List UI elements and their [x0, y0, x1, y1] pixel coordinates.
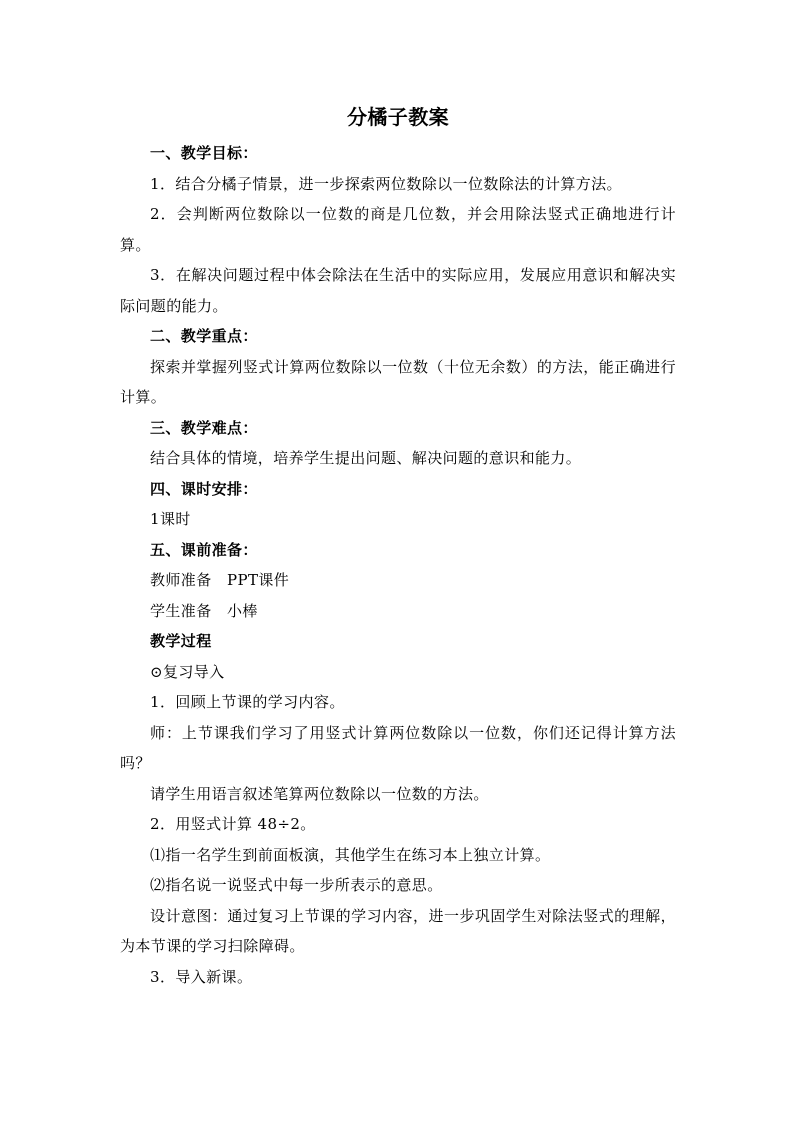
goals-heading: 一、教学目标： [150, 144, 258, 162]
goal-item-1: 1．结合分橘子情景，进一步探索两位数除以一位数除法的计算方法。 [150, 174, 622, 193]
preparation-student: 学生准备 小棒 [150, 601, 258, 620]
review-item-2: 2．用竖式计算 48÷2。 [150, 815, 316, 833]
goal-item-2: 2．会判断两位数除以一位数的商是几位数，并会用除法竖式正确地进行计算。 [120, 205, 676, 254]
document-page [120, 96, 676, 992]
process-heading: 教学过程 [150, 632, 212, 650]
key-points-heading: 二、教学重点： [150, 327, 258, 345]
goal-item-3: 3．在解决问题过程中体会除法在生活中的实际应用，发展应用意识和解决实际问题的能力。 [120, 266, 676, 315]
document-title: 分橘子教案 [347, 105, 449, 129]
key-points-text: 探索并掌握列竖式计算两位数除以一位数（十位无余数）的方法，能正确进行计算。 [120, 357, 676, 406]
review-heading: ⊙复习导入 [150, 662, 225, 681]
review-item-2a: ⑴指一名学生到前面板演，其他学生在练习本上独立计算。 [150, 845, 551, 864]
preparation-heading: 五、课前准备： [150, 540, 258, 559]
design-intent: 设计意图：通过复习上节课的学习内容，进一步巩固学生对除法竖式的理解，为本节课的学习扫除障碍。 [120, 906, 676, 955]
schedule-heading: 四、课时安排： [150, 479, 258, 498]
schedule-text: 1课时 [150, 510, 191, 528]
preparation-teacher: 教师准备 PPT课件 [150, 571, 290, 589]
review-item-1: 1．回顾上节课的学习内容。 [150, 693, 345, 711]
review-item-3: 3．导入新课。 [150, 967, 253, 986]
difficult-points-text: 结合具体的情境，培养学生提出问题、解决问题的意识和能力。 [150, 449, 582, 467]
review-task: 请学生用语言叙述笔算两位数除以一位数的方法。 [150, 784, 489, 803]
review-question: 师：上节课我们学习了用竖式计算两位数除以一位数，你们还记得计算方法吗？ [120, 723, 676, 772]
review-item-2b: ⑵指名说一说竖式中每一步所表示的意思。 [150, 876, 443, 894]
difficult-points-heading: 三、教学难点： [150, 418, 258, 437]
